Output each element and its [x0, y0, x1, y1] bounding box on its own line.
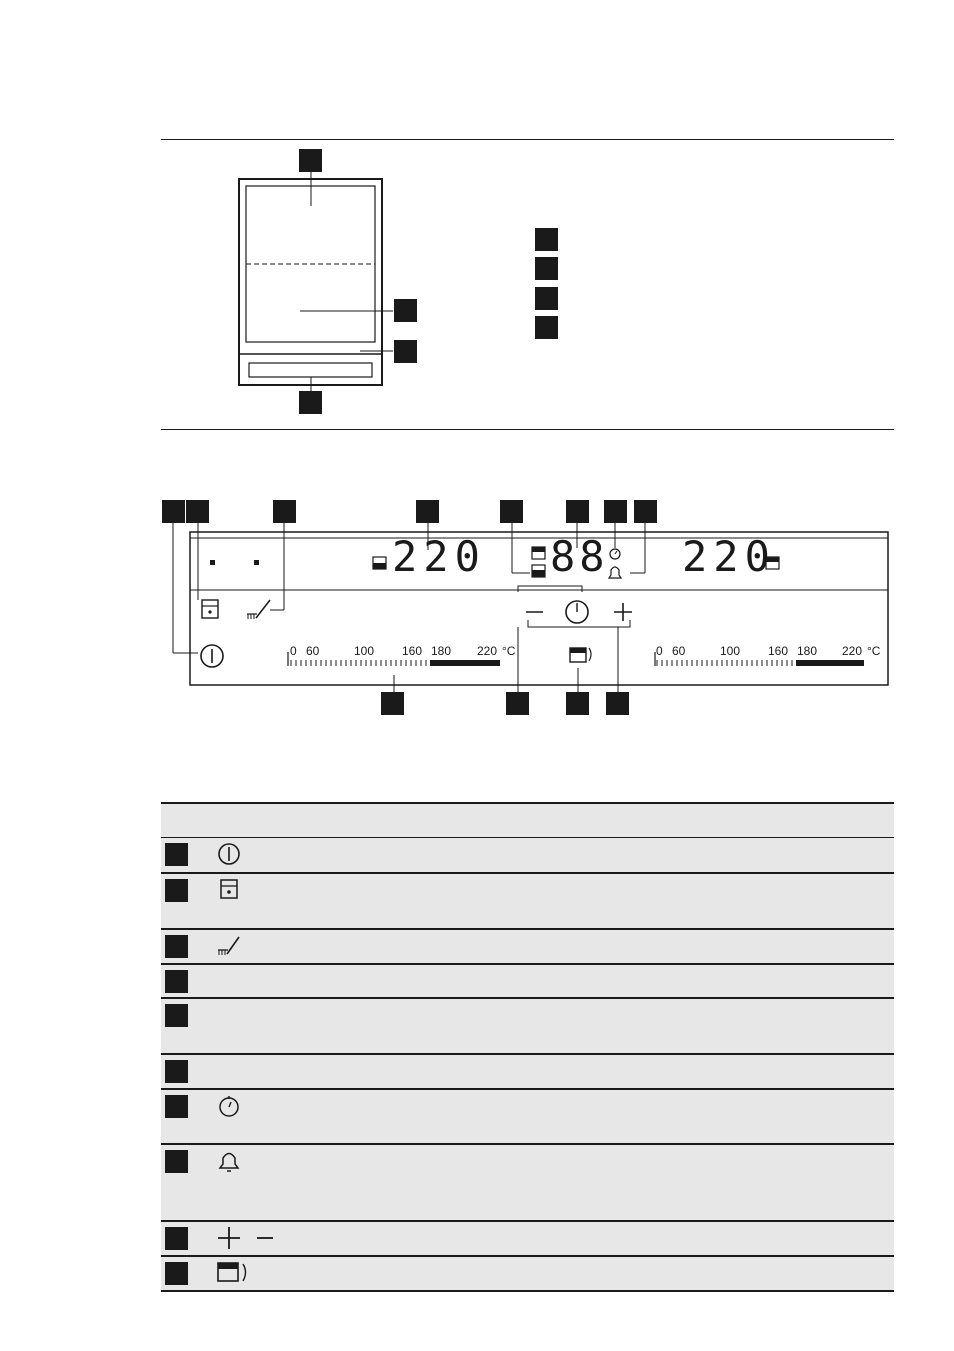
timer-display: 88 [550, 532, 609, 581]
timer-icon [217, 1094, 241, 1118]
scale-right-160: 160 [768, 644, 789, 658]
panel-callout-12 [606, 692, 629, 715]
table-row [161, 998, 894, 1054]
panel-callout-9 [381, 692, 404, 715]
callout-1 [299, 149, 322, 172]
scale-left-100: 100 [354, 644, 375, 658]
oven-diagram [200, 140, 460, 430]
panel-callout-10 [506, 692, 529, 715]
row-marker [165, 935, 188, 958]
control-panel [160, 520, 900, 695]
scale-left-180: 180 [431, 644, 452, 658]
legend-marker-4 [535, 316, 558, 339]
table-row [161, 1144, 894, 1221]
panel-callout-11 [566, 692, 589, 715]
scale-left-60: 60 [306, 644, 320, 658]
row-marker [165, 879, 188, 902]
scale-right-220: 220 [842, 644, 863, 658]
left-temperature-display: 220 [392, 532, 486, 581]
table-header-row [161, 803, 894, 838]
row-marker [165, 1262, 188, 1285]
row-marker [165, 1095, 188, 1118]
scale-left-220: 220 [477, 644, 498, 658]
child-lock-icon [217, 878, 241, 902]
scale-left-unit: °C [502, 644, 516, 658]
brush-icon [217, 934, 241, 958]
table-row [161, 1221, 894, 1256]
scale-left-0: 0 [290, 644, 297, 658]
table-row [161, 964, 894, 998]
table-row [161, 929, 894, 964]
scale-right-100: 100 [720, 644, 741, 658]
table-row [161, 1089, 894, 1144]
row-marker [165, 843, 188, 866]
legend-marker-2 [535, 257, 558, 280]
callout-2 [394, 299, 417, 322]
table-row [161, 1054, 894, 1089]
row-marker [165, 1150, 188, 1173]
table-row [161, 838, 894, 873]
callout-3 [394, 340, 417, 363]
legend-marker-1 [535, 228, 558, 251]
row-marker [165, 1060, 188, 1083]
power-icon [217, 842, 241, 866]
plus-minus-icon [217, 1226, 277, 1250]
function-table [161, 802, 894, 1292]
right-temperature-display: 220 [682, 532, 776, 581]
temperature-scale-left [291, 660, 426, 666]
row-marker [165, 1004, 188, 1027]
scale-right-60: 60 [672, 644, 686, 658]
scale-right-unit: °C [867, 644, 881, 658]
scale-right-180: 180 [797, 644, 818, 658]
bell-icon [217, 1149, 241, 1173]
row-marker [165, 1227, 188, 1250]
scale-left-160: 160 [402, 644, 423, 658]
temperature-scale-right [657, 660, 792, 666]
table-row [161, 1256, 894, 1291]
table-row [161, 873, 894, 929]
scale-right-0: 0 [656, 644, 663, 658]
callout-4 [299, 391, 322, 414]
legend-marker-3 [535, 287, 558, 310]
oven-switch-icon [217, 1261, 257, 1285]
row-marker [165, 970, 188, 993]
